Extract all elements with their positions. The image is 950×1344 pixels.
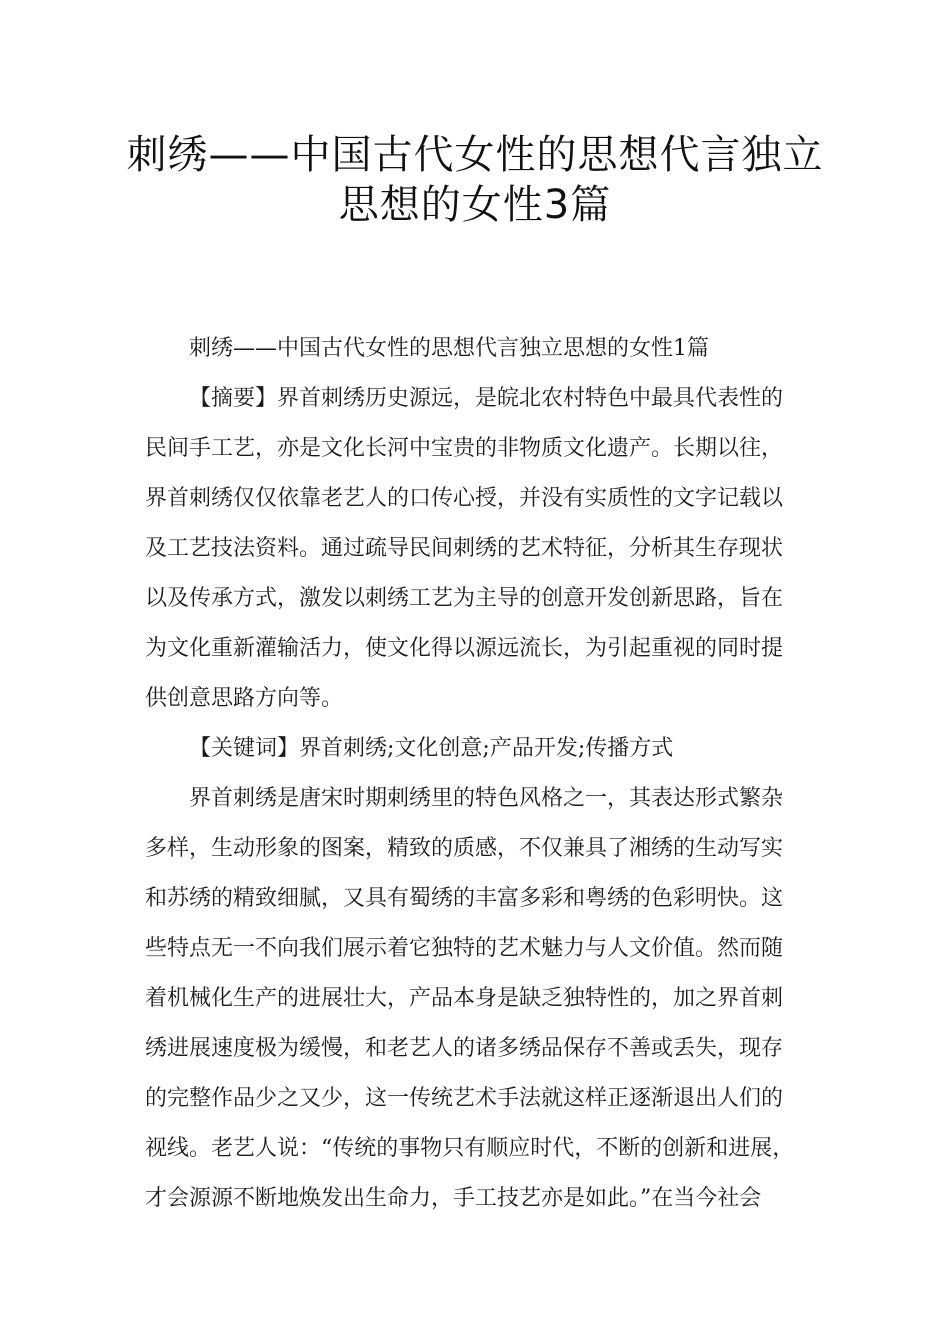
section-subtitle: 刺绣——中国古代女性的思想代言独立思想的女性1篇 bbox=[189, 336, 709, 361]
document-body bbox=[145, 324, 825, 1224]
abstract-line: 民间手工艺，亦是文化长河中宝贵的非物质文化遗产。长期以往， bbox=[145, 436, 784, 461]
abstract-line: 【摘要】界首刺绣历史源远，是皖北农村特色中最具代表性的 bbox=[189, 386, 784, 411]
document-title-line-1: 刺绣——中国古代女性的思想代言独立 bbox=[126, 132, 824, 178]
abstract-line: 供创意思路方向等。 bbox=[145, 686, 344, 711]
paragraph-line: 才会源源不断地焕发出生命力，手工技艺亦是如此。”在当今社会 bbox=[145, 1186, 762, 1211]
paragraph-line: 着机械化生产的进展壮大，产品本身是缺乏独特性的，加之界首刺 bbox=[145, 986, 784, 1011]
paragraph-line: 些特点无一不向我们展示着它独特的艺术魅力与人文价值。然而随 bbox=[145, 936, 784, 961]
paragraph-line: 界首刺绣是唐宋时期刺绣里的特色风格之一，其表达形式繁杂 bbox=[189, 786, 784, 811]
paragraph-line: 视线。老艺人说：“传统的事物只有顺应时代，不断的创新和进展， bbox=[145, 1136, 795, 1161]
paragraph-line: 绣进展速度极为缓慢，和老艺人的诸多绣品保存不善或丢失，现存 bbox=[145, 1036, 784, 1061]
abstract-line: 及工艺技法资料。通过疏导民间刺绣的艺术特征，分析其生存现状 bbox=[145, 536, 784, 561]
abstract-line: 以及传承方式，激发以刺绣工艺为主导的创意开发创新思路，旨在 bbox=[145, 586, 784, 611]
abstract-line: 界首刺绣仅仅依靠老艺人的口传心授，并没有实质性的文字记载以 bbox=[145, 486, 784, 511]
document-title-line-2: 思想的女性3篇 bbox=[338, 182, 612, 228]
paragraph-line: 的完整作品少之又少，这一传统艺术手法就这样正逐渐退出人们的 bbox=[145, 1086, 784, 1111]
keywords-line: 【关键词】界首刺绣;文化创意;产品开发;传播方式 bbox=[189, 736, 674, 761]
paragraph-line: 和苏绣的精致细腻，又具有蜀绣的丰富多彩和粤绣的色彩明快。这 bbox=[145, 886, 784, 911]
paragraph-line: 多样，生动形象的图案，精致的质感，不仅兼具了湘绣的生动写实 bbox=[145, 836, 784, 861]
abstract-line: 为文化重新灌输活力，使文化得以源远流长，为引起重视的同时提 bbox=[145, 636, 784, 661]
